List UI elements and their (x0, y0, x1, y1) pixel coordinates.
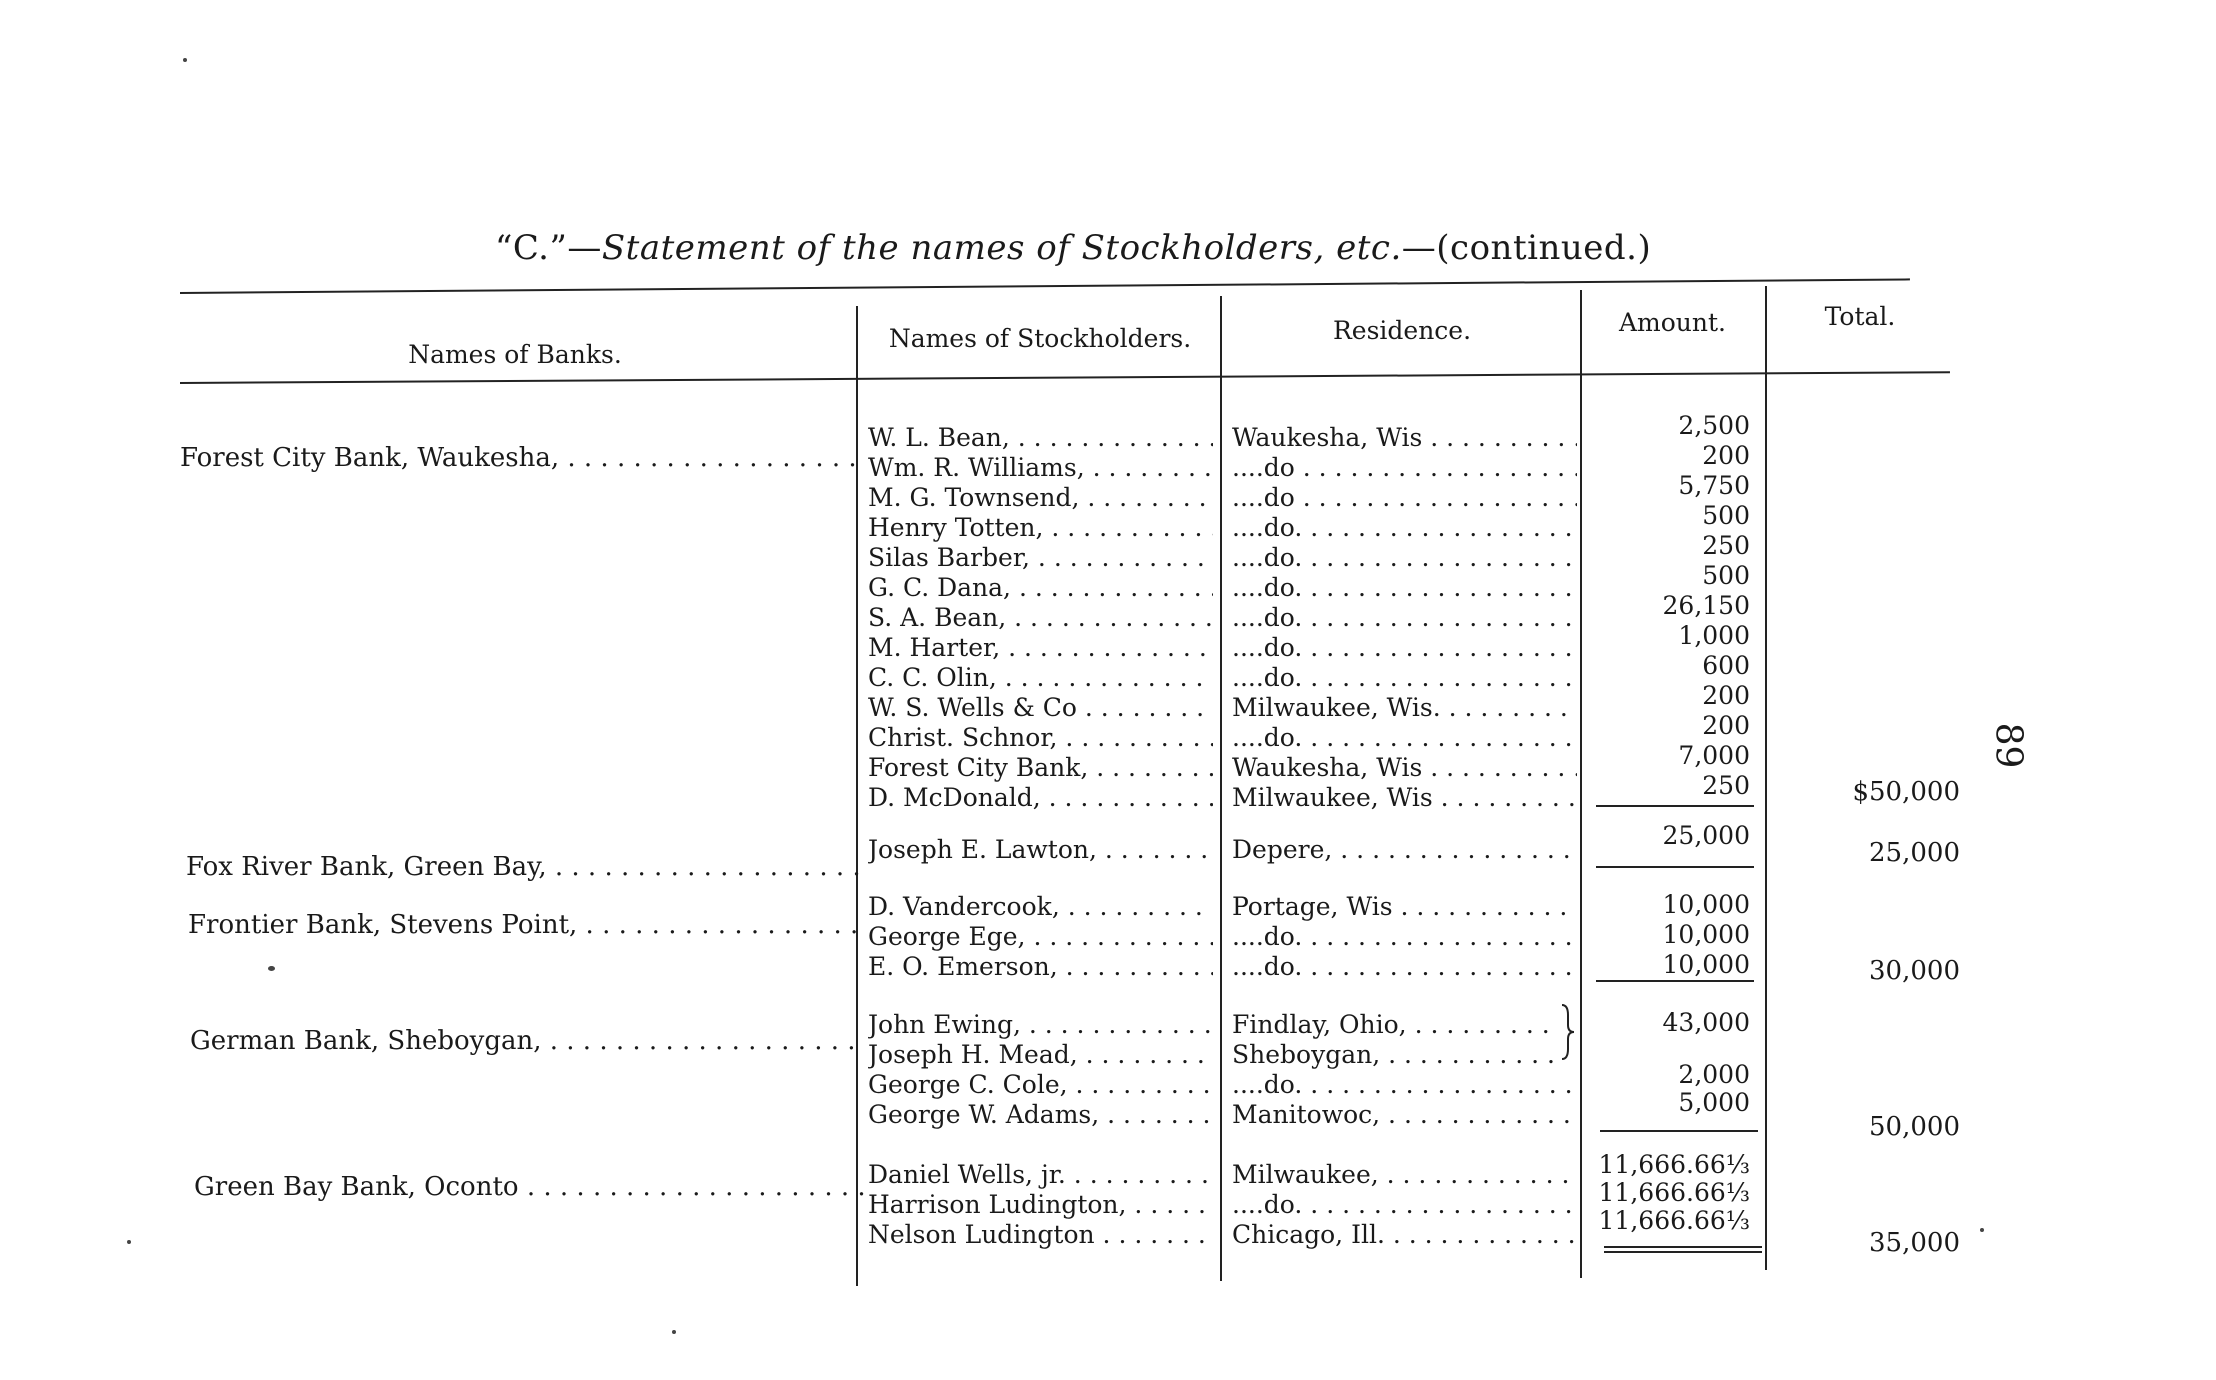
amount-total-rule (1604, 1251, 1762, 1253)
stockholder-name: W. L. Bean, . . . (868, 423, 1213, 453)
stockholder-amount: 11,666.66⅓ (1598, 1178, 1750, 1207)
title-prefix: “C.”— (495, 228, 602, 268)
stockholder-residence: ....do. . . . (1232, 543, 1577, 573)
stockholder-amount: 7,000 (1678, 741, 1750, 770)
stockholder-name: W. S. Wells & Co . . . (868, 693, 1213, 723)
stockholder-residence: ....do. . . . (1232, 1190, 1577, 1220)
stockholder-amount: 2,500 (1678, 411, 1750, 440)
stockholder-amount: 26,150 (1662, 591, 1750, 620)
stockholder-name: Henry Totten, . . . (868, 513, 1213, 543)
stockholder-residence: ....do . . . (1232, 483, 1577, 513)
stockholder-residence: Findlay, Ohio, . . . (1232, 1010, 1554, 1040)
amount-subtotal-rule (1596, 980, 1754, 982)
bank-name: Fox River Bank, Green Bay, . . . (186, 852, 861, 882)
stockholder-name: D. McDonald, . . . (868, 783, 1213, 813)
stockholder-name: Joseph E. Lawton, . . . (868, 835, 1213, 865)
stockholder-name: Forest City Bank, . . . (868, 753, 1213, 783)
column-divider-2 (1220, 296, 1222, 1281)
stockholder-name: George W. Adams, . . . (868, 1100, 1213, 1130)
stockholder-name: Christ. Schnor, . . . (868, 723, 1213, 753)
bank-name: German Bank, Sheboygan, . . . (190, 1026, 865, 1056)
scan-speck (1980, 1228, 1984, 1232)
stockholder-residence: ....do. . . . (1232, 603, 1577, 633)
stockholder-amount: 10,000 (1662, 890, 1750, 919)
header-banks: Names of Banks. (408, 340, 622, 369)
stockholder-amount: 250 (1702, 771, 1750, 800)
title-italic: Statement of the names of Stockholders, etc. (601, 228, 1402, 268)
stockholder-name: Silas Barber, . . . (868, 543, 1213, 573)
bank-total: 30,000 (1869, 956, 1960, 986)
amount-total-rule (1604, 1246, 1762, 1248)
amount-subtotal-rule (1596, 866, 1754, 868)
stockholder-residence: Sheboygan, . . . (1232, 1040, 1554, 1070)
stockholder-amount: 200 (1702, 711, 1750, 740)
bank-name: Forest City Bank, Waukesha, . . . (180, 443, 855, 473)
stockholder-amount: 200 (1702, 441, 1750, 470)
stockholder-amount: 25,000 (1662, 821, 1750, 850)
stockholder-amount: 500 (1702, 501, 1750, 530)
stockholder-residence: ....do. . . . (1232, 513, 1577, 543)
stockholder-name: S. A. Bean, . . . (868, 603, 1213, 633)
stockholder-residence: ....do. . . . (1232, 573, 1577, 603)
stockholder-amount: 2,000 (1678, 1060, 1750, 1089)
stockholder-amount: 5,750 (1678, 471, 1750, 500)
stockholder-residence: Portage, Wis . . . (1232, 892, 1577, 922)
stockholder-amount: 43,000 (1662, 1008, 1750, 1037)
stockholder-residence: Milwaukee, Wis. . . . (1232, 693, 1577, 723)
stockholder-name: G. C. Dana, . . . (868, 573, 1213, 603)
stockholder-amount: 250 (1702, 531, 1750, 560)
stockholder-amount: 1,000 (1678, 621, 1750, 650)
stockholder-name: M. G. Townsend, . . . (868, 483, 1213, 513)
stockholder-amount: 11,666.66⅓ (1598, 1150, 1750, 1179)
stockholder-residence: Milwaukee, . . . (1232, 1160, 1577, 1190)
stockholder-residence: Waukesha, Wis . . . (1232, 753, 1577, 783)
stockholder-amount: 5,000 (1678, 1088, 1750, 1117)
title-suffix: —(continued.) (1401, 228, 1652, 268)
stockholder-residence: ....do . . . (1232, 453, 1577, 483)
bank-total: 50,000 (1869, 1112, 1960, 1142)
stockholder-amount: 10,000 (1662, 950, 1750, 979)
stockholder-residence: Depere, . . . (1232, 835, 1577, 865)
stockholder-name: C. C. Olin, . . . (868, 663, 1213, 693)
stockholder-residence: Milwaukee, Wis . . . (1232, 783, 1577, 813)
scan-speck (127, 1240, 131, 1244)
stockholder-residence: ....do. . . . (1232, 922, 1577, 952)
scan-speck (672, 1330, 676, 1334)
header-residence: Residence. (1332, 316, 1472, 345)
bank-total: 35,000 (1869, 1228, 1960, 1258)
header-amount: Amount. (1618, 308, 1726, 337)
stockholder-residence: Chicago, Ill. . . . (1232, 1220, 1577, 1250)
stockholder-amount: 200 (1702, 681, 1750, 710)
stockholder-name: M. Harter, . . . (868, 633, 1213, 663)
scan-speck (268, 966, 275, 971)
scan-speck (183, 58, 187, 62)
column-divider-3 (1580, 290, 1582, 1278)
stockholder-name: George C. Cole, . . . (868, 1070, 1213, 1100)
stockholder-residence: ....do. . . . (1232, 633, 1577, 663)
column-divider-4 (1765, 286, 1767, 1270)
stockholder-amount: 10,000 (1662, 920, 1750, 949)
stockholder-name: George Ege, . . . (868, 922, 1213, 952)
stockholder-name: Wm. R. Williams, . . . (868, 453, 1213, 483)
stockholder-amount: 11,666.66⅓ (1598, 1206, 1750, 1235)
stockholder-amount: 500 (1702, 561, 1750, 590)
stockholder-residence: ....do. . . . (1232, 1070, 1577, 1100)
stockholder-name: E. O. Emerson, . . . (868, 952, 1213, 982)
header-total: Total. (1824, 302, 1896, 331)
bank-total: $50,000 (1852, 777, 1960, 807)
bank-name: Frontier Bank, Stevens Point, . . . (188, 910, 863, 940)
bank-total: 25,000 (1869, 838, 1960, 868)
top-rule (180, 278, 1910, 294)
table-title (495, 228, 1695, 268)
stockholder-residence: ....do. . . . (1232, 663, 1577, 693)
header-bottom-rule (180, 371, 1950, 384)
amount-subtotal-rule (1596, 805, 1754, 807)
header-stockholders: Names of Stockholders. (888, 324, 1192, 353)
stockholder-name: John Ewing, . . . (868, 1010, 1213, 1040)
bank-name: Green Bay Bank, Oconto . . . (194, 1172, 869, 1202)
stockholder-residence: Waukesha, Wis . . . (1232, 423, 1577, 453)
stockholder-residence: ....do. . . . (1232, 723, 1577, 753)
stockholder-name: Harrison Ludington, . . . (868, 1190, 1213, 1220)
column-divider-1 (856, 306, 858, 1286)
amount-subtotal-rule (1600, 1130, 1758, 1132)
stockholder-name: Daniel Wells, jr. . . . (868, 1160, 1213, 1190)
stockholder-amount: 600 (1702, 651, 1750, 680)
stockholder-name: Joseph H. Mead, . . . (868, 1040, 1213, 1070)
stockholder-name: D. Vandercook, . . . (868, 892, 1213, 922)
stockholder-residence: Manitowoc, . . . (1232, 1100, 1577, 1130)
stockholder-name: Nelson Ludington . . . (868, 1220, 1213, 1250)
page-number: 89 (1987, 722, 2029, 769)
stockholder-residence: ....do. . . . (1232, 952, 1577, 982)
brace-symbol (1560, 1003, 1576, 1061)
